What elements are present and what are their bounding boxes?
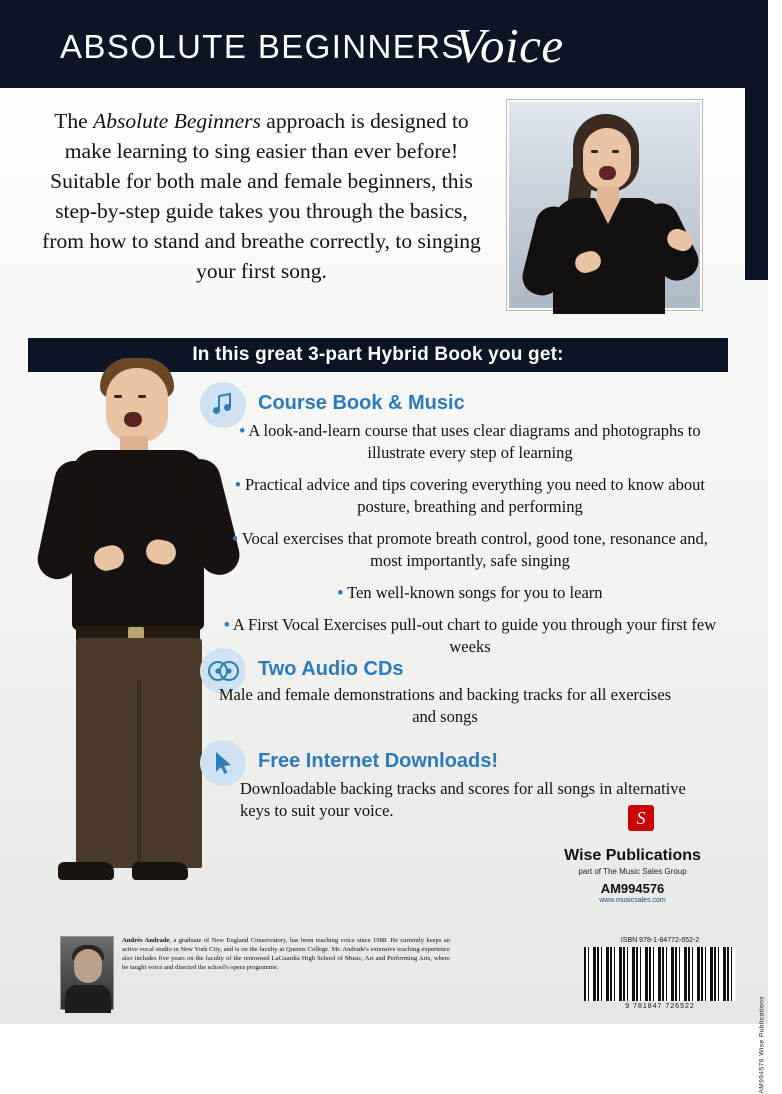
author-bio	[60, 936, 450, 1010]
shoe-left	[58, 862, 114, 880]
author-name: Andrés Andrade	[122, 937, 170, 944]
list-item-text: Practical advice and tips covering everything you need to know about posture, breathing and performing	[244, 475, 705, 516]
isbn-text: ISBN 978-1-84772-652-2	[620, 937, 700, 944]
list-item-text: Ten well-known songs for you to learn	[347, 583, 603, 602]
spine-strip	[745, 0, 768, 280]
eye-right	[138, 395, 146, 398]
spine-bottom-text: AM994576 Wise Publications	[759, 996, 766, 1094]
barcode-bars	[584, 947, 736, 1001]
face-shape	[583, 128, 631, 190]
feature-body	[210, 684, 680, 738]
header-bar	[0, 0, 745, 88]
page-subtitle: Voice	[455, 18, 564, 73]
eye-left	[591, 150, 598, 153]
list-item-text: A First Vocal Exercises pull-out chart to guide you through your first few weeks	[232, 615, 717, 656]
face-shape	[74, 949, 102, 983]
photo-female-singer	[507, 100, 702, 310]
list-item-text: A look-and-learn course that uses clear diagrams and photographs to illustrate every step of learning	[248, 421, 701, 462]
publisher-website[interactable]: www.musicsales.com	[599, 897, 666, 904]
mouth-open	[124, 412, 142, 427]
mouth-open	[599, 166, 616, 180]
feature-heading: Course Book & Music	[258, 392, 465, 414]
list-item-text: Vocal exercises that promote breath control, good tone, resonance and, most importantly, safe singing	[241, 529, 708, 570]
list-item	[220, 474, 720, 518]
bullet-marker: •	[239, 421, 246, 440]
intro-text-part1: The	[54, 109, 94, 133]
feature-body-text: Downloadable backing tracks and scores for all songs in alternative keys to suit your voice.	[240, 779, 686, 820]
author-bio-text	[122, 936, 450, 1010]
publisher-group: part of The Music Sales Group	[578, 867, 687, 876]
catalogue-number: AM994576	[600, 881, 665, 896]
publisher-logo-icon: S	[628, 805, 654, 831]
banner-label: In this great 3-part Hybrid Book you get:	[192, 344, 564, 365]
spine-title	[775, 0, 782, 18]
feature-heading: Free Internet Downloads!	[258, 750, 499, 772]
page-title: ABSOLUTE BEGINNERS	[60, 28, 465, 65]
list-item	[220, 582, 720, 604]
eye-left	[114, 395, 122, 398]
bullet-marker: •	[337, 583, 344, 602]
author-bio-body: , a graduate of New England Conservatory, has been teaching voice since 1988. He currently keeps an active vocal studio in New York City, and is on the faculty at Queens College. Mr. Andrade's extensive teaching experience also includes five years on the faculty of the renowned LaGuardia High School of Music, Art and Performing Arts, where he taught voice and directed the school's opera programme.	[122, 937, 450, 971]
feature-bullet-list	[220, 420, 720, 668]
feature-body-text: Male and female demonstrations and backing tracks for all exercises and songs	[218, 685, 672, 726]
torso-shape	[65, 985, 111, 1013]
list-item	[220, 420, 720, 464]
photo-male-singer	[28, 350, 248, 920]
publisher-name: Wise Publications	[564, 847, 701, 864]
feature-heading: Two Audio CDs	[258, 658, 404, 680]
intro-series-name: Absolute Beginners	[93, 109, 261, 133]
publisher-block	[525, 807, 740, 904]
bullet-marker: •	[223, 615, 230, 634]
trouser-seam	[137, 680, 141, 868]
bullet-marker: •	[232, 529, 238, 548]
eye-right	[612, 150, 619, 153]
author-photo	[60, 936, 114, 1010]
intro-text-part2: approach is designed to make learning to sing easier than ever before! Suitable for both male and female beginners, this step-by-step guide takes you through the basics, from how to stand and breathe correctly, to singing your first song.	[42, 109, 481, 283]
list-item	[220, 614, 720, 658]
face-shape	[106, 368, 168, 442]
barcode-digits: 9 781847 726522	[625, 1003, 695, 1010]
shoe-right	[132, 862, 188, 880]
intro-paragraph	[34, 106, 489, 286]
bullet-marker: •	[235, 475, 241, 494]
barcode-block	[580, 937, 740, 1010]
list-item	[220, 528, 720, 572]
